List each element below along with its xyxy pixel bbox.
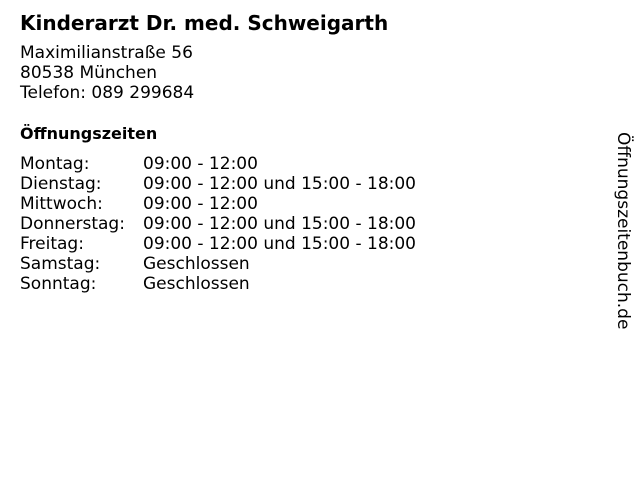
day-label: Freitag: — [20, 234, 84, 254]
city-postal-code: 80538 München — [20, 63, 158, 83]
day-label: Dienstag: — [20, 174, 102, 194]
hours-row-wednesday — [20, 194, 416, 214]
time-value: 09:00 - 12:00 und 15:00 - 18:00 — [143, 174, 416, 194]
hours-row-thursday — [20, 214, 416, 234]
hours-heading: Öffnungszeiten — [20, 124, 158, 143]
time-value: 09:00 - 12:00 und 15:00 - 18:00 — [143, 234, 416, 254]
phone-number: Telefon: 089 299684 — [20, 83, 195, 103]
hours-row-monday — [20, 154, 416, 174]
hours-row-saturday — [20, 254, 416, 274]
day-label: Montag: — [20, 154, 90, 174]
hours-table — [20, 154, 416, 294]
hours-row-tuesday — [20, 174, 416, 194]
day-label: Donnerstag: — [20, 214, 125, 234]
time-value: 09:00 - 12:00 — [143, 154, 258, 174]
hours-row-sunday — [20, 274, 416, 294]
address-block — [20, 43, 194, 103]
site-brand-watermark: Öffnungszeitenbuch.de — [613, 132, 633, 330]
time-value: 09:00 - 12:00 — [143, 194, 258, 214]
business-name: Kinderarzt Dr. med. Schweigarth — [20, 11, 389, 35]
time-value: 09:00 - 12:00 und 15:00 - 18:00 — [143, 214, 416, 234]
hours-row-friday — [20, 234, 416, 254]
time-value: Geschlossen — [143, 254, 250, 274]
day-label: Samstag: — [20, 254, 101, 274]
street-address: Maximilianstraße 56 — [20, 43, 193, 63]
day-label: Sonntag: — [20, 274, 97, 294]
time-value: Geschlossen — [143, 274, 250, 294]
day-label: Mittwoch: — [20, 194, 103, 214]
